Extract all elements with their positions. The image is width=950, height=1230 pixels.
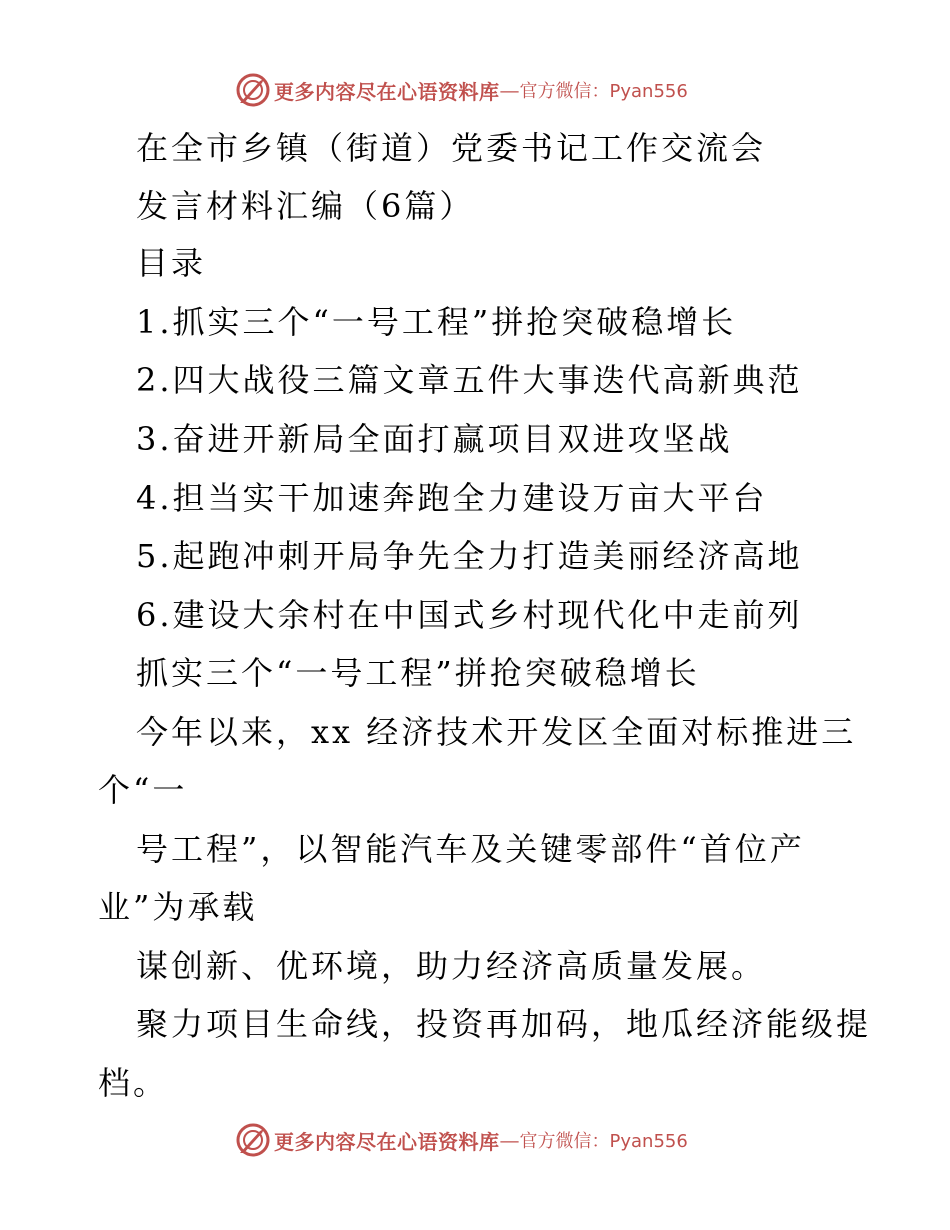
body-paragraph-line: 谋创新、优环境，助力经济高质量发展。 bbox=[136, 947, 767, 985]
toc-item: 1.抓实三个“一号工程”拼抢突破稳增长 bbox=[136, 303, 737, 341]
section-heading: 抓实三个“一号工程”拼抢突破稳增长 bbox=[136, 654, 700, 692]
watermark-text: 更多内容尽在心语资料库 bbox=[274, 79, 500, 104]
body-paragraph-line: 档。 bbox=[98, 1064, 169, 1102]
toc-item: 2.四大战役三篇文章五件大事迭代高新典范 bbox=[136, 361, 803, 399]
toc-item: 6.建设大余村在中国式乡村现代化中走前列 bbox=[136, 596, 803, 634]
header-watermark bbox=[236, 72, 688, 108]
toc-item: 3.奋进开新局全面打赢项目双进攻坚战 bbox=[136, 420, 733, 458]
quill-logo-icon bbox=[236, 1123, 270, 1157]
document-title-line-1: 在全市乡镇（街道）党委书记工作交流会 bbox=[136, 129, 767, 167]
watermark-wechat: 官方微信：Pyan556 bbox=[519, 81, 688, 102]
body-paragraph-line: 号工程”，以智能汽车及关键零部件“首位产 bbox=[136, 830, 805, 868]
watermark-dash: — bbox=[499, 78, 520, 102]
toc-heading: 目录 bbox=[136, 244, 207, 282]
watermark-text: 更多内容尽在心语资料库 bbox=[274, 1129, 500, 1154]
body-paragraph-line: 今年以来，xx 经济技术开发区全面对标推进三 bbox=[136, 713, 857, 751]
body-paragraph-line: 业”为承载 bbox=[98, 888, 258, 926]
toc-item: 4.担当实干加速奔跑全力建设万亩大平台 bbox=[136, 479, 768, 517]
toc-item: 5.起跑冲刺开局争先全力打造美丽经济高地 bbox=[136, 537, 803, 575]
body-paragraph-line: 个“一 bbox=[98, 771, 188, 809]
footer-watermark bbox=[236, 1122, 688, 1158]
document-title-line-2: 发言材料汇编（6篇） bbox=[136, 187, 475, 225]
quill-logo-icon bbox=[236, 73, 270, 107]
watermark-dash: — bbox=[499, 1128, 520, 1152]
body-paragraph-line: 聚力项目生命线，投资再加码，地瓜经济能级提 bbox=[136, 1005, 872, 1043]
watermark-wechat: 官方微信：Pyan556 bbox=[519, 1131, 688, 1152]
